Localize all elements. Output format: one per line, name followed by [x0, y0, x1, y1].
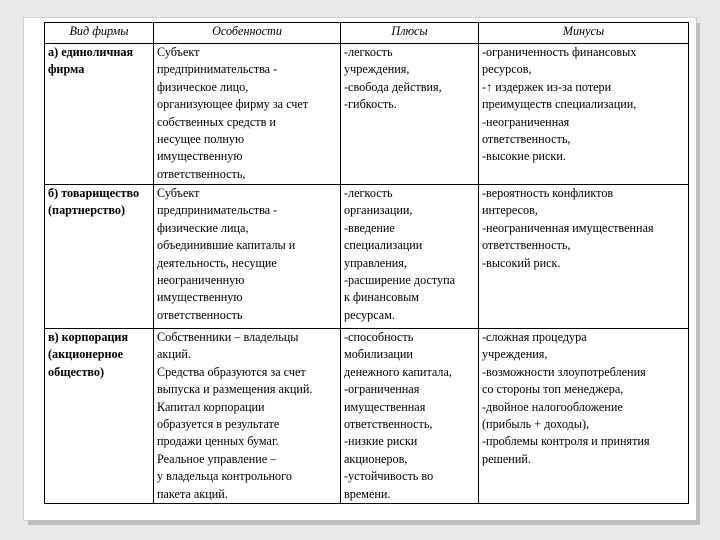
cell-line: Субъект: [157, 45, 200, 59]
cell-line: денежного капитала,: [344, 364, 452, 379]
cons-cell: [479, 184, 689, 328]
cell-line: -свобода действия,: [344, 79, 442, 94]
cons-cell: [479, 44, 689, 185]
table-row: [45, 184, 689, 328]
cell-line: акций.: [157, 347, 191, 362]
cell-line: собственных средств и: [157, 114, 276, 129]
cell-line: неограниченную: [157, 272, 245, 287]
features-cell: [154, 44, 341, 185]
table-row: [45, 328, 689, 503]
cell-line: деятельность, несущие: [157, 255, 277, 270]
cell-line: -легкость: [344, 185, 393, 200]
cell-line: специализации: [344, 238, 423, 253]
cell-line: -гибкость.: [344, 97, 397, 112]
features-cell: [154, 184, 341, 328]
cons-cell: [479, 328, 689, 503]
cell-line: -неограниченная: [482, 114, 570, 129]
cell-line: -возможности злоупотребления: [482, 364, 646, 379]
cell-line: б) товарищество: [48, 185, 140, 200]
header-features: Особенности: [154, 23, 341, 44]
cell-line: (партнерство): [48, 203, 126, 218]
cell-line: ответственность,: [344, 416, 433, 431]
cell-line: -ограниченная: [344, 382, 420, 397]
cell-line: к финансовым: [344, 290, 419, 305]
cell-line: у владельца контрольного: [157, 469, 292, 484]
cell-line: общество): [48, 364, 105, 379]
cell-line: организации,: [344, 203, 413, 218]
cell-line: -вероятность конфликтов: [482, 185, 614, 200]
cell-line: имущественную: [157, 290, 243, 305]
firm-type-cell: [45, 328, 154, 503]
cell-line: фирма: [48, 62, 85, 77]
cell-line: -двойное налогообложение: [482, 399, 623, 414]
header-pros: Плюсы: [341, 23, 479, 44]
header-cons: Минусы: [479, 23, 689, 44]
firm-type-cell: [45, 44, 154, 185]
table-header-row: [45, 23, 689, 44]
table-row: [45, 44, 689, 185]
cell-line: физические лица,: [157, 220, 249, 235]
cell-line: ответственность,: [482, 238, 571, 253]
cell-line: акционеров,: [344, 451, 408, 466]
cell-line: предпринимательства -: [157, 203, 278, 218]
firm-type-cell: [45, 184, 154, 328]
cell-line: -проблемы контроля и принятия: [482, 434, 650, 449]
cell-line: (акционерное: [48, 347, 124, 362]
cell-line: управления,: [344, 255, 407, 270]
cell-line: ресурсам.: [344, 307, 395, 322]
cell-line: предпринимательства -: [157, 62, 278, 77]
cell-line: -высокие риски.: [482, 149, 566, 164]
cell-line: -низкие риски: [344, 434, 418, 449]
firm-types-table: [44, 22, 689, 504]
cell-line: со стороны топ менеджера,: [482, 382, 624, 397]
cell-line: -неограниченная имущественная: [482, 220, 654, 235]
pros-cell: [341, 184, 479, 328]
cell-line: -ограниченность финансовых: [482, 45, 637, 59]
cell-line: организующее фирму за счет: [157, 97, 309, 112]
cell-line: несущее полную: [157, 132, 245, 147]
cell-line: преимуществ специализации,: [482, 97, 637, 112]
cell-line: -расширение доступа: [344, 272, 456, 287]
cell-line: выпуска и размещения акций.: [157, 382, 313, 397]
pros-cell: [341, 328, 479, 503]
cell-line: Средства образуются за счет: [157, 364, 306, 379]
cell-line: (прибыль + доходы),: [482, 416, 590, 431]
cell-line: продажи ценных бумаг.: [157, 434, 279, 449]
cell-line: образуется в результате: [157, 416, 280, 431]
cell-line: интересов,: [482, 203, 538, 218]
cell-line: имущественную: [157, 149, 243, 164]
cell-line: -легкость: [344, 45, 393, 59]
cell-line: имущественная: [344, 399, 426, 414]
cell-line: физическое лицо,: [157, 79, 249, 94]
cell-line: учреждения,: [482, 347, 548, 362]
cell-line: -↑ издержек из-за потери: [482, 79, 612, 94]
cell-line: -сложная процедура: [482, 329, 587, 344]
cell-line: ресурсов,: [482, 62, 532, 77]
cell-line: Собственники – владельцы: [157, 329, 299, 344]
cell-line: -высокий риск.: [482, 255, 561, 270]
cell-line: Субъект: [157, 185, 200, 200]
pros-cell: [341, 44, 479, 185]
cell-line: ответственность,: [157, 166, 246, 181]
cell-line: решений.: [482, 451, 531, 466]
cell-line: Капитал корпорации: [157, 399, 265, 414]
cell-line: пакета акций.: [157, 486, 228, 501]
cell-line: в) корпорация: [48, 329, 129, 344]
cell-line: ответственность,: [482, 132, 571, 147]
cell-line: Реальное управление –: [157, 451, 277, 466]
slide-page: [24, 18, 696, 520]
cell-line: мобилизации: [344, 347, 413, 362]
cell-line: -устойчивость во: [344, 469, 434, 484]
cell-line: ответственность: [157, 307, 243, 322]
header-firm-type: Вид фирмы: [45, 23, 154, 44]
cell-line: а) единоличная: [48, 45, 134, 59]
cell-line: времени.: [344, 486, 391, 501]
cell-line: -введение: [344, 220, 395, 235]
features-cell: [154, 328, 341, 503]
cell-line: объединившие капиталы и: [157, 238, 296, 253]
cell-line: учреждения,: [344, 62, 410, 77]
cell-line: -способность: [344, 329, 414, 344]
